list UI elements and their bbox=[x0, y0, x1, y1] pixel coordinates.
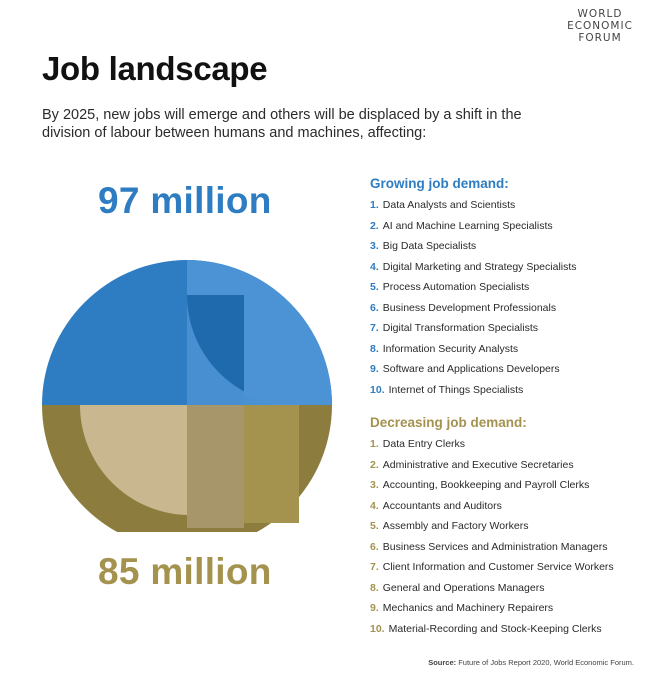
growing-item-label: Digital Transformation Specialists bbox=[382, 322, 538, 334]
growing-list-item bbox=[370, 218, 577, 239]
growing-item-number: 4. bbox=[370, 260, 379, 273]
growing-item-label: Digital Marketing and Strategy Specialists bbox=[382, 260, 577, 273]
decreasing-list-item bbox=[370, 436, 614, 457]
growing-item-label: Data Analysts and Scientists bbox=[382, 199, 516, 211]
decreasing-item-number: 3. bbox=[370, 479, 379, 491]
decreasing-item-label: Accounting, Bookkeeping and Payroll Clerks bbox=[382, 479, 590, 491]
decreasing-item-label: General and Operations Managers bbox=[382, 581, 545, 594]
growing-list-item bbox=[370, 361, 577, 382]
decreasing-item-number: 1. bbox=[370, 438, 379, 450]
growing-item-label: Big Data Specialists bbox=[382, 240, 477, 252]
decreasing-list-item bbox=[370, 600, 614, 621]
logo-line-1: WORLD bbox=[577, 8, 623, 20]
decreasing-item-number: 7. bbox=[370, 561, 379, 573]
growing-item-number: 5. bbox=[370, 281, 379, 293]
decreasing-list-item bbox=[370, 559, 614, 580]
growing-list-heading: Growing job demand: bbox=[370, 176, 509, 191]
job-split-circle-graphic bbox=[40, 250, 340, 532]
decreasing-item-number: 10. bbox=[370, 622, 385, 635]
growing-item-label: Information Security Analysts bbox=[382, 342, 519, 355]
decreasing-list-item bbox=[370, 539, 614, 560]
growing-item-number: 10. bbox=[370, 383, 385, 396]
growing-item-number: 1. bbox=[370, 199, 379, 211]
growing-list-item bbox=[370, 279, 577, 300]
growing-list-item bbox=[370, 300, 577, 321]
growing-item-number: 2. bbox=[370, 219, 379, 232]
growing-item-number: 3. bbox=[370, 240, 379, 252]
decreasing-item-label: Administrative and Executive Secretaries bbox=[382, 458, 574, 471]
growing-item-label: Software and Applications Developers bbox=[382, 363, 560, 375]
decreasing-item-label: Data Entry Clerks bbox=[382, 438, 466, 450]
growing-list-item bbox=[370, 259, 577, 280]
decreasing-item-label: Material-Recording and Stock-Keeping Clerks bbox=[388, 622, 602, 635]
growing-list-item bbox=[370, 238, 577, 259]
decreasing-item-label: Business Services and Administration Managers bbox=[382, 540, 608, 553]
wef-logo bbox=[560, 8, 640, 44]
decreasing-list-item bbox=[370, 457, 614, 478]
decreasing-item-number: 8. bbox=[370, 581, 379, 594]
decreasing-item-number: 9. bbox=[370, 602, 379, 614]
decreasing-item-label: Assembly and Factory Workers bbox=[382, 520, 529, 532]
decreasing-list-heading: Decreasing job demand: bbox=[370, 415, 527, 430]
decreasing-bar-right bbox=[244, 405, 299, 523]
growing-total: 97 million bbox=[98, 180, 272, 221]
decreasing-item-number: 2. bbox=[370, 458, 379, 471]
decreasing-item-label: Accountants and Auditors bbox=[382, 499, 502, 512]
decreasing-list-item bbox=[370, 518, 614, 539]
decreasing-list-item bbox=[370, 580, 614, 601]
logo-line-2: ECONOMIC bbox=[567, 20, 633, 32]
decreasing-list-item bbox=[370, 621, 614, 642]
decreasing-item-label: Mechanics and Machinery Repairers bbox=[382, 602, 554, 614]
growing-item-number: 9. bbox=[370, 363, 379, 375]
decreasing-total: 85 million bbox=[98, 551, 272, 592]
growing-item-label: Process Automation Specialists bbox=[382, 281, 530, 293]
growing-item-label: Business Development Professionals bbox=[382, 301, 557, 314]
source-note bbox=[428, 658, 634, 667]
decreasing-item-number: 4. bbox=[370, 499, 379, 512]
source-label: Source: bbox=[428, 658, 457, 667]
growing-list-item bbox=[370, 341, 577, 362]
growing-list-section bbox=[370, 176, 577, 402]
growing-list-item bbox=[370, 197, 577, 218]
growing-item-label: AI and Machine Learning Specialists bbox=[382, 219, 553, 232]
logo-line-3: FORUM bbox=[578, 32, 622, 44]
decreasing-job-list bbox=[370, 436, 614, 641]
decreasing-list-section bbox=[370, 415, 614, 641]
decreasing-list-item bbox=[370, 498, 614, 519]
decreasing-item-number: 5. bbox=[370, 520, 379, 532]
growing-item-number: 6. bbox=[370, 301, 379, 314]
growing-item-label: Internet of Things Specialists bbox=[388, 383, 524, 396]
growing-item-number: 7. bbox=[370, 322, 379, 334]
growing-list-item bbox=[370, 320, 577, 341]
growing-job-list bbox=[370, 197, 577, 402]
source-text: Future of Jobs Report 2020, World Economic Forum. bbox=[458, 658, 634, 667]
growing-list-item bbox=[370, 382, 577, 403]
page-subtitle: By 2025, new jobs will emerge and others will be displaced by a shift in the division of labour between humans and machines, affecting: bbox=[42, 107, 522, 141]
decreasing-item-number: 6. bbox=[370, 540, 379, 553]
decreasing-bar-mid bbox=[187, 405, 244, 528]
growing-item-number: 8. bbox=[370, 342, 379, 355]
page-title: Job landscape bbox=[42, 50, 268, 87]
decreasing-list-item bbox=[370, 477, 614, 498]
decreasing-item-label: Client Information and Customer Service Workers bbox=[382, 561, 614, 573]
